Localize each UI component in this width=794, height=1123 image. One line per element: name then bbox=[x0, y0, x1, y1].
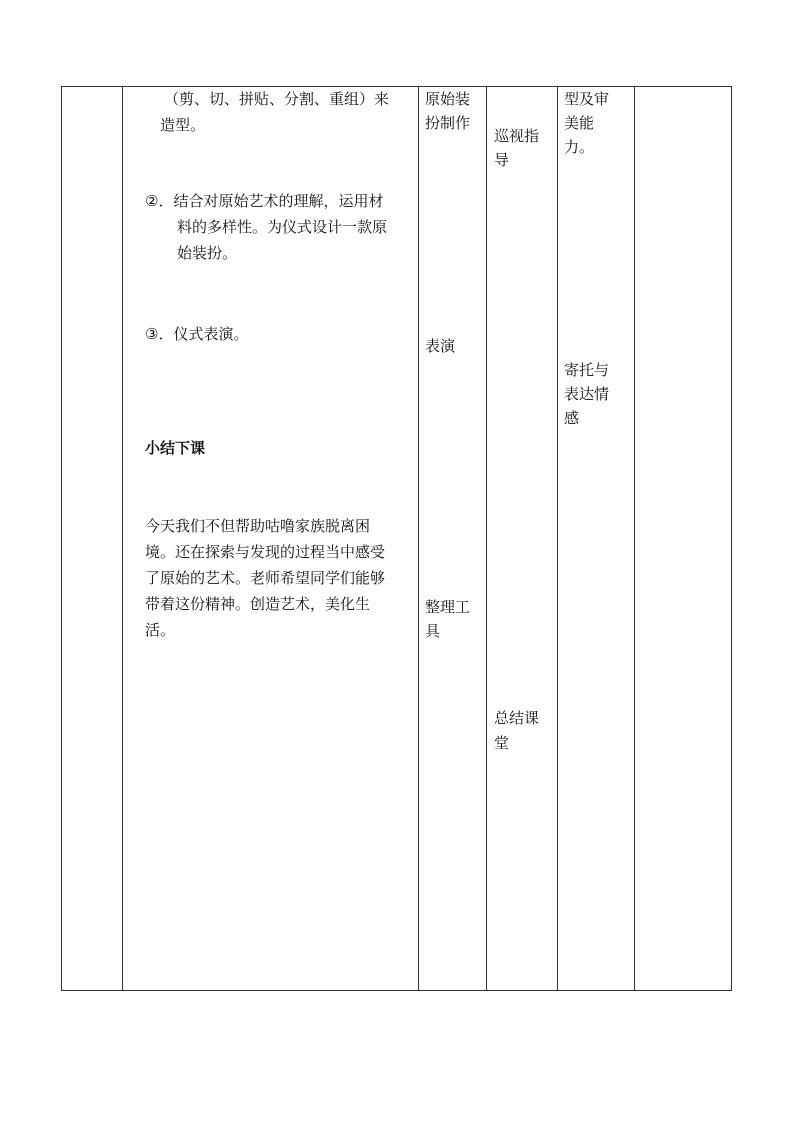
teacher-activity-line: 堂 bbox=[494, 734, 510, 752]
content-line: （剪、切、拼贴、分割、重组）来 bbox=[164, 90, 390, 108]
column-divider bbox=[486, 87, 487, 990]
design-intent-line: 寄托与 bbox=[564, 361, 610, 379]
design-intent-line: 力。 bbox=[564, 138, 595, 156]
summary-line: 带着这份精神。创造艺术，美化生 bbox=[145, 595, 371, 613]
step-3: ③．仪式表演。 bbox=[145, 325, 249, 343]
student-activity-line: 表演 bbox=[425, 337, 456, 355]
step-2-line: ②．结合对原始艺术的理解，运用材 bbox=[145, 192, 384, 210]
design-intent-line: 型及审 bbox=[564, 90, 610, 108]
teacher-activity-line: 导 bbox=[494, 151, 510, 169]
summary-line: 活。 bbox=[145, 621, 176, 639]
summary-heading: 小结下课 bbox=[145, 439, 206, 457]
summary-line: 了原始的艺术。老师希望同学们能够 bbox=[145, 569, 386, 587]
step-2-line: 料的多样性。为仪式设计一款原 bbox=[177, 218, 388, 236]
summary-line: 境。还在探索与发现的过程当中感受 bbox=[145, 543, 386, 561]
summary-line: 今天我们不但帮助咕噜家族脱离困 bbox=[145, 517, 371, 535]
teacher-activity-line: 巡视指 bbox=[494, 127, 540, 145]
teacher-activity-line: 总结课 bbox=[494, 709, 540, 727]
column-divider bbox=[634, 87, 635, 990]
column-divider bbox=[122, 87, 123, 990]
content-line: 造型。 bbox=[160, 116, 206, 134]
student-activity-line: 具 bbox=[425, 622, 441, 640]
design-intent-line: 表达情 bbox=[564, 385, 610, 403]
student-activity-line: 原始装 bbox=[425, 90, 471, 108]
step-2-line: 始装扮。 bbox=[177, 244, 238, 262]
student-activity-line: 整理工 bbox=[425, 598, 471, 616]
column-divider bbox=[557, 87, 558, 990]
design-intent-line: 感 bbox=[564, 409, 580, 427]
student-activity-line: 扮制作 bbox=[425, 114, 471, 132]
design-intent-line: 美能 bbox=[564, 114, 595, 132]
column-divider bbox=[418, 87, 419, 990]
